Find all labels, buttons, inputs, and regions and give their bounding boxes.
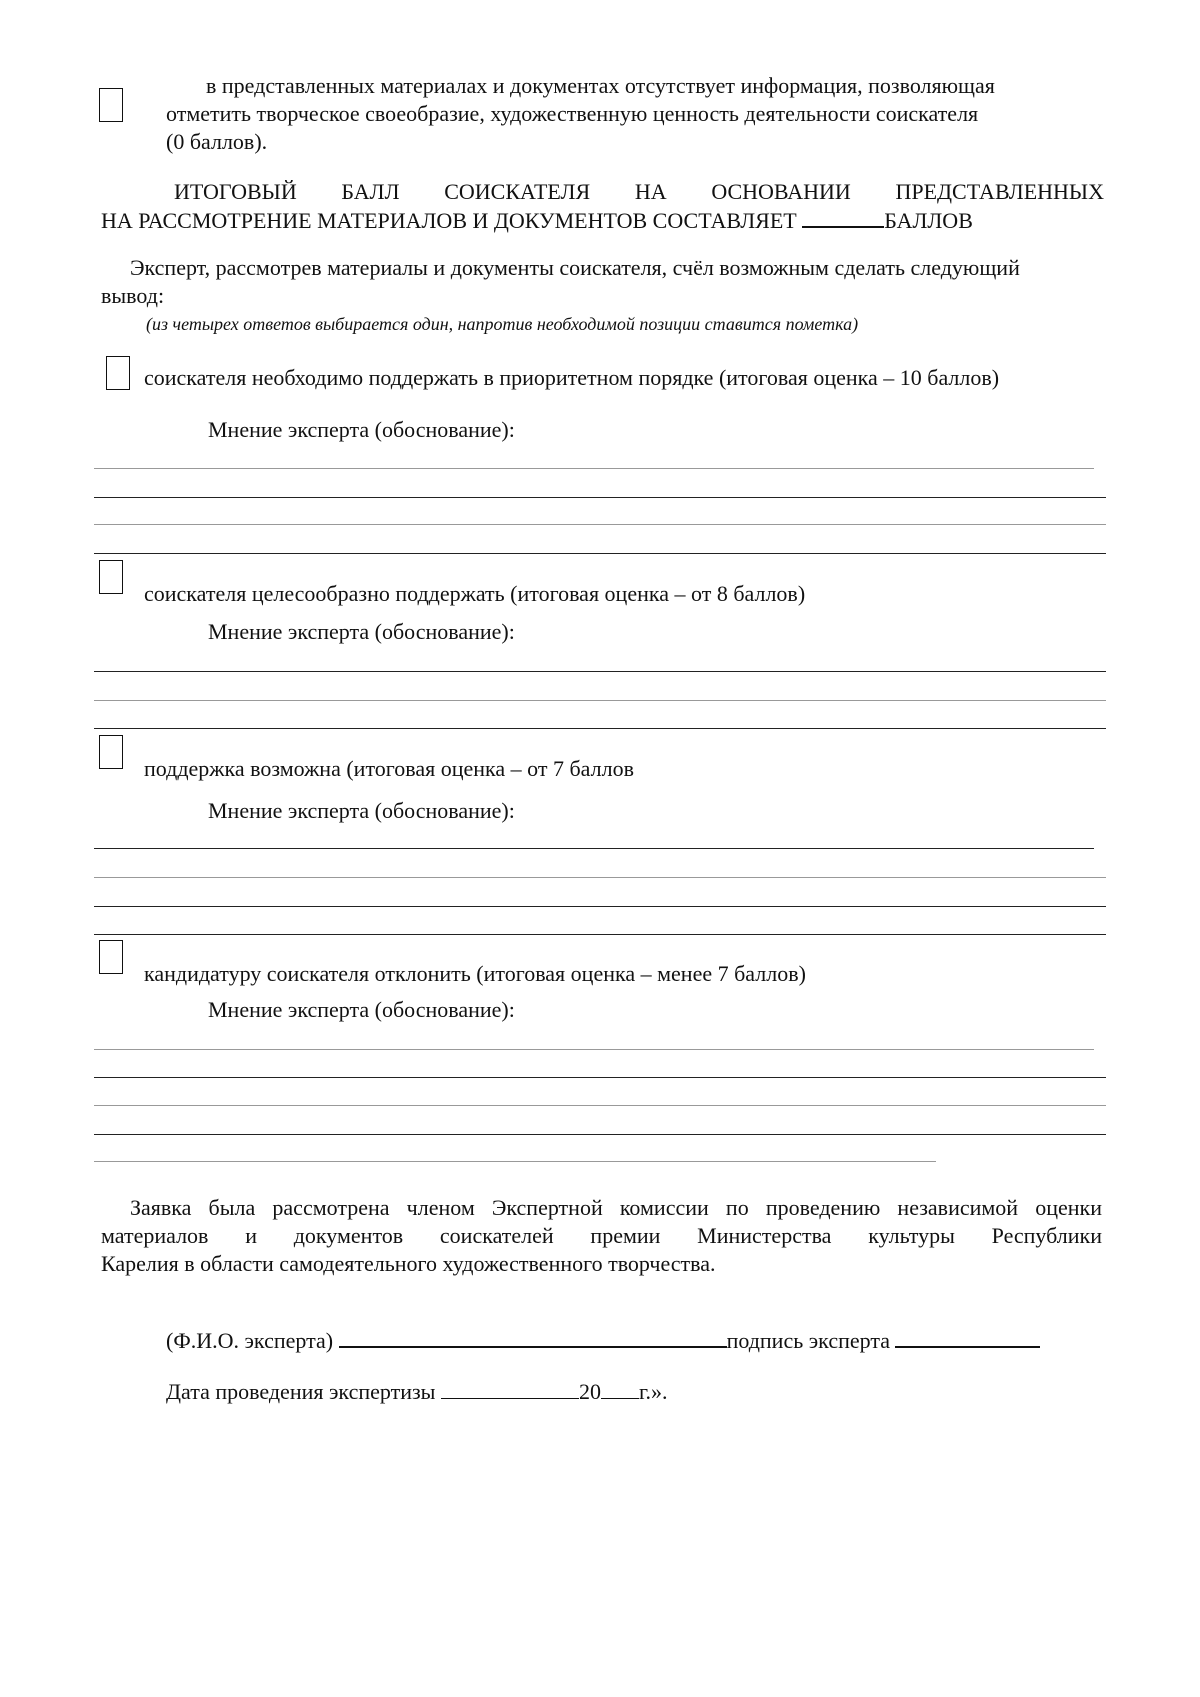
option-4-line-4[interactable] [94,1134,1106,1135]
option-1-checkbox[interactable] [106,356,130,390]
total-line-1: ИТОГОВЫЙ БАЛЛ СОИСКАТЕЛЯ НА ОСНОВАНИИ ПРЕДСТАВЛЕННЫХ [174,179,1104,204]
option-1-line-4[interactable] [94,553,1106,554]
footer-line-2: материалов и документов соискателей премии Министерства культуры Республики [101,1223,1102,1248]
option-2-line-3[interactable] [94,728,1106,729]
option-1-line-2[interactable] [94,497,1106,498]
conclusion-line-2: вывод: [101,283,165,308]
option-1-line-1[interactable] [94,468,1094,469]
option-4-label: кандидатуру соискателя отклонить (итоговая оценка – менее 7 баллов) [144,961,806,986]
option-3-line-2[interactable] [94,877,1106,878]
option-2-label: соискателя целесообразно поддержать (итоговая оценка – от 8 баллов) [144,581,806,606]
option-3-line-4[interactable] [94,934,1106,935]
option-4-checkbox[interactable] [99,940,123,974]
date-row [166,1378,667,1406]
option-4-line-1[interactable] [94,1049,1094,1050]
option-4-line-3[interactable] [94,1105,1106,1106]
option-1-label: соискателя необходимо поддержать в приоритетном порядке (итоговая оценка – 10 баллов) [144,365,1000,390]
signature-label: подпись эксперта [726,1328,890,1353]
option-4-opinion-label: Мнение эксперта (обоснование): [208,997,515,1022]
date-label: Дата проведения экспертизы [166,1379,436,1404]
zero-points-checkbox[interactable] [99,88,123,122]
option-4-line-5[interactable] [94,1161,936,1162]
date-day-month-field[interactable] [441,1378,579,1399]
option-1-opinion-label: Мнение эксперта (обоснование): [208,417,515,442]
intro-line-3: (0 баллов). [166,129,268,154]
option-3-checkbox[interactable] [99,735,123,769]
conclusion-line-1: Эксперт, рассмотрев материалы и документы соискателя, счёл возможным сделать следующий [130,255,1020,280]
intro-line-2: отметить творческое своеобразие, художественную ценность деятельности соискателя [166,101,979,126]
signature-row [166,1326,1040,1355]
option-2-line-1[interactable] [94,671,1106,672]
option-2-checkbox[interactable] [99,560,123,594]
option-3-opinion-label: Мнение эксперта (обоснование): [208,798,515,823]
date-year-field[interactable] [601,1378,639,1399]
conclusion-note: (из четырех ответов выбирается один, напротив необходимой позиции ставится пометка) [146,314,859,334]
total-line-2 [101,206,973,235]
footer-line-3: Карелия в области самодеятельного художественного творчества. [101,1251,716,1276]
footer-line-1: Заявка была рассмотрена членом Экспертной комиссии по проведению независимой оценки [130,1195,1102,1220]
signature-field[interactable] [895,1326,1040,1348]
date-year-prefix: 20 [578,1379,601,1404]
fio-field[interactable] [339,1326,727,1348]
option-1-line-3[interactable] [94,524,1106,525]
option-4-line-2[interactable] [94,1077,1106,1078]
option-3-line-1[interactable] [94,848,1094,849]
option-2-opinion-label: Мнение эксперта (обоснование): [208,619,515,644]
option-3-line-3[interactable] [94,906,1106,907]
option-3-label: поддержка возможна (итоговая оценка – от 7 баллов [144,756,634,781]
date-suffix: г.». [638,1379,668,1404]
option-2-line-2[interactable] [94,700,1106,701]
fio-label: (Ф.И.О. эксперта) [166,1328,334,1353]
intro-line-1: в представленных материалах и документах отсутствует информация, позволяющая [206,73,995,98]
total-line-2-suffix: БАЛЛОВ [884,208,973,233]
total-score-field[interactable] [802,206,884,228]
total-line-2-prefix: НА РАССМОТРЕНИЕ МАТЕРИАЛОВ И ДОКУМЕНТОВ СОСТАВЛЯЕТ [101,208,797,233]
